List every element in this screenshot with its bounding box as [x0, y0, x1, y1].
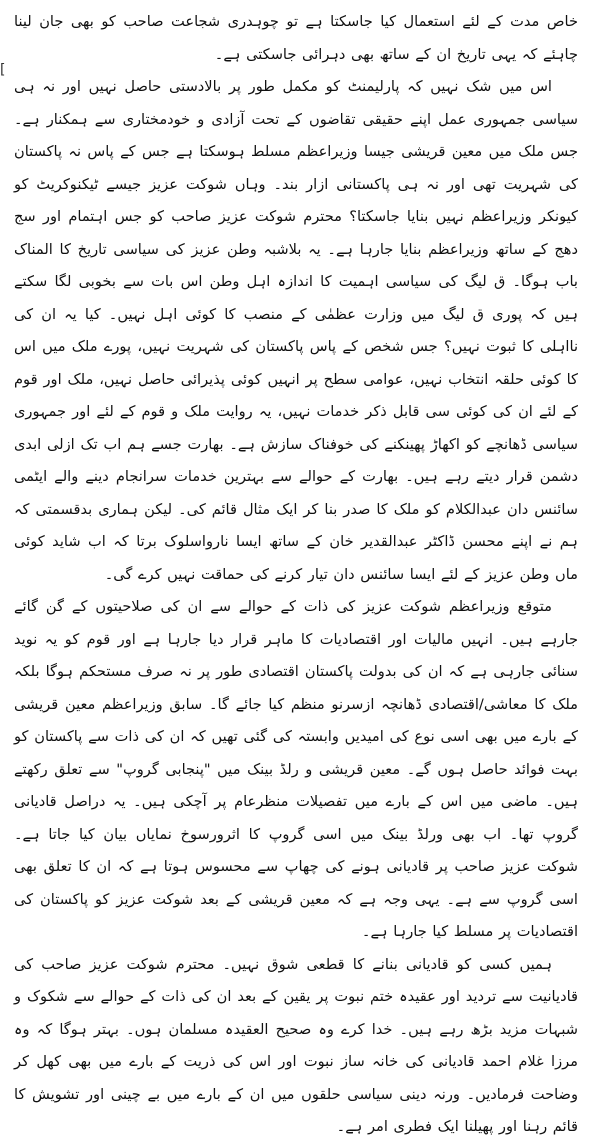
- margin-bracket-mark: [: [0, 62, 6, 78]
- paragraph-3: متوقع وزیراعظم شوکت عزیز کی ذات کے حوالے سے ان کی صلاحیتوں کے گن گائے جارہے ہیں۔ انہیں مالیات اور اقتصادیات کا ماہر قرار دیا جارہا ہے اور قوم کو یہ نوید سنائی جارہی ہے کہ ان کی بدولت پاکستان اقتصادی طور پر نہ صرف مستحکم ہوگا بلکہ ملک کا معاشی/اقتصادی ڈھانچہ ازسرنو منظم کیا جائے گا۔ سابق وزیراعظم معین قریشی کے بارے میں بھی اسی نوع کی امیدیں وابستہ کی گئی تھیں کہ ان کی ذات سے پاکستان کو بہت فوائد حاصل ہوں گے۔ معین قریشی و رلڈ بینک میں "پنجابی گروپ" سے تعلق رکھتے ہیں۔ ماضی میں اس کے بارے میں تفصیلات منظرعام پر آچکی ہیں۔ یہ دراصل قادیانی گروپ تھا۔ اب بھی ورلڈ بینک میں اسی گروپ کا اثرورسوخ نمایاں بیان کیا جاتا ہے۔ شوکت عزیز صاحب پر قادیانی ہونے کی چھاپ سے محسوس ہوتا ہے کہ ان کا تعلق بھی اسی گروپ سے ہے۔ یہی وجہ ہے کہ معین قریشی کے بعد شوکت عزیز کو پاکستان کی اقتصادیات پر مسلط کیا جارہا ہے۔: [14, 598, 578, 940]
- paragraph-4: ہمیں کسی کو قادیانی بنانے کا قطعی شوق نہیں۔ محترم شوکت عزیز صاحب کی قادیانیت سے تردید اور عقیدہ ختم نبوت پر یقین کے بعد ان کی ذات کے حوالے سے شکوک و شبہات مزید بڑھ رہے ہیں۔ خدا کرے وہ صحیح العقیدہ مسلمان ہوں۔ بہتر ہوگا کہ وہ مرزا غلام احمد قادیانی کی خانہ ساز نبوت اور اس کی ذریت کے بارے میں بھی کھل کر وضاحت فرمادیں۔ ورنہ دینی سیاسی حلقوں میں ان کے بارے میں بے چینی اور تشویش کا قائم رہنا اور پھیلنا ایک فطری امر ہے۔: [14, 955, 578, 1135]
- paragraph-1: خاص مدت کے لئے استعمال کیا جاسکتا ہے تو چوہدری شجاعت صاحب کو بھی جان لینا چاہئے کہ یہی تاریخ ان کے ساتھ بھی دہرائی جاسکتی ہے۔: [14, 13, 578, 63]
- paragraph-2: اس میں شک نہیں کہ پارلیمنٹ کو مکمل طور پر بالادستی حاصل نہیں اور نہ ہی سیاسی جمہوری عمل اپنے حقیقی تقاضوں کے تحت آزادی و خودمختاری سے ہمکنار ہے۔ جس ملک میں معین قریشی جیسا وزیراعظم مسلط ہوسکتا ہے جس کے پاس نہ پاکستان کی شہریت تھی اور نہ ہی پاکستانی ازار بند۔ وہاں شوکت عزیز جیسے ٹیکنوکریٹ کو کیونکر وزیراعظم نہیں بنایا جاسکتا؟ محترم شوکت عزیز صاحب کو جس اہتمام اور سج دھج کے ساتھ وزیراعظم بنایا جارہا ہے۔ یہ بلاشبہ وطن عزیز کی سیاسی تاریخ کا المناک باب ہوگا۔ ق لیگ کی سیاسی اہمیت کا اندازہ اہل وطن اس بات سے بخوبی لگا سکتے ہیں کہ پوری ق لیگ میں وزارت عظمٰی کے منصب کا کوئی اہل نہیں۔ کیا یہ ان کی نااہلی کا ثبوت نہیں؟ جس شخص کے پاس پاکستان کی شہریت نہیں، پورے ملک میں اس کا کوئی حلقہ انتخاب نہیں، عوامی سطح پر انہیں کوئی پذیرائی حاصل نہیں، ملک اور قوم کے لئے ان کی کوئی سی قابل ذکر خدمات نہیں، یہ روایت ملک و قوم کے لئے اور جمہوری سیاسی ڈھانچے کو اکھاڑ پھینکنے کی خوفناک سازش ہے۔ بھارت جسے ہم اب تک ازلی ابدی دشمن قرار دیتے رہے ہیں۔ بھارت کے حوالے سے بہترین خدمات سرانجام دینے والے ایٹمی سائنس دان عبدالکلام کو ملک کا صدر بنا کر ایک مثال قائم کی۔ لیکن ہماری بدقسمتی کہ ہم نے اپنے محسن ڈاکٹر عبدالقدیر خان کے ساتھ ایسا نارواسلوک برتا کہ اب شاید کوئی ماں وطن عزیز کے لئے ایسا سائنس دان تیار کرنے کی حماقت نہیں کرے گی۔: [14, 78, 578, 583]
